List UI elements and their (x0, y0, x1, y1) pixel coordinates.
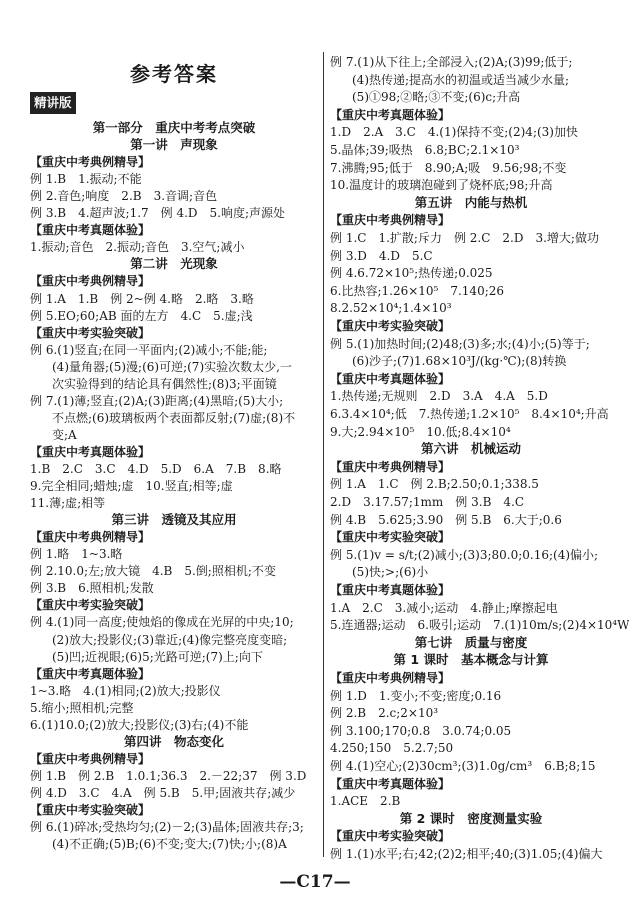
lecture-title: 第一讲 声现象 (130, 137, 218, 153)
answer-line: 例 1.B 1.振动;不能 (30, 172, 142, 187)
answer-line: 例 1.略 1~3.略 (30, 547, 123, 562)
page-number: —C17— (279, 872, 351, 892)
answer-line: 例 1.A 1.B 例 2~例 4.略 2.略 3.略 (30, 291, 254, 306)
answer-line: 1.B 2.C 3.C 4.D 5.D 6.A 7.B 8.略 (30, 462, 282, 476)
answer-line: 例 5.EO;60;AB 面的左方 4.C 5.虚;浅 (30, 308, 253, 323)
lecture-title: 第七讲 质量与密度 (414, 634, 528, 650)
answer-line: 例 2.10.0;左;放大镜 4.B 5.倒;照相机;不变 (30, 564, 276, 579)
answer-line: 不点燃;(6)玻璃板两个表面都反射;(7)虚;(8)不 (52, 410, 296, 425)
answer-line: 4.250;150 5.2.7;50 (330, 741, 454, 756)
lecture-title: 第 1 课时 基本概念与计算 (393, 652, 549, 668)
answer-line: 例 3.100;170;0.8 3.0.74;0.05 (330, 723, 512, 738)
answer-line: 11.薄;虚;相等 (30, 496, 106, 511)
answer-line: 例 5.(1)v = s/t;(2)减小;(3)3;80.0;0.16;(4)偏小; (330, 547, 599, 562)
answer-line: (2)放大;投影仪;(3)靠近;(4)像完整亮度变暗; (52, 632, 288, 647)
lecture-title: 第 2 课时 密度测量实验 (399, 810, 543, 826)
answer-line: 1~3.略 4.(1)相同;(2)放大;投影仪 (30, 683, 221, 698)
answer-line: 6.3.4×10⁴;低 7.热传递;1.2×10⁵ 8.4×10⁴;升高 (330, 407, 609, 421)
section-header: 【重庆中考实验突破】 (330, 829, 451, 844)
section-header: 【重庆中考典例精导】 (330, 459, 451, 474)
answer-line: 例 1.D 1.变小;不变;密度;0.16 (330, 688, 502, 703)
answer-line: 例 7.(1)薄;竖直;(2)A;(3)距离;(4)黑暗;(5)大小; (30, 393, 284, 408)
section-header: 【重庆中考典例精导】 (330, 671, 451, 685)
edition-badge: 精讲版 (30, 92, 76, 114)
answer-line: 5.晶体;39;吸热 6.8;BC;2.1×10³ (330, 143, 520, 157)
section-header: 【重庆中考典例精导】 (30, 751, 151, 766)
answer-line: (5)①98;②略;③不变;(6)c;升高 (352, 90, 521, 105)
lecture-title: 第五讲 内能与热机 (414, 194, 528, 210)
answer-line: 例 1.A 1.C 例 2.B;2.50;0.1;338.5 (330, 477, 539, 492)
answer-line: 例 3.D 4.D 5.C (330, 248, 433, 263)
answer-line: 9.大;2.94×10⁵ 10.低;8.4×10⁴ (330, 424, 511, 439)
answer-line: 5.缩小;照相机;完整 (30, 700, 134, 715)
answer-line: 10.温度计的玻璃泡碰到了烧杯底;98;升高 (330, 178, 553, 193)
answer-line: 8.2.52×10⁴;1.4×10³ (330, 301, 452, 316)
section-header: 【重庆中考实验突破】 (30, 325, 151, 340)
answer-line: 例 4.(1)同一高度;使烛焰的像成在光屏的中央;10; (30, 615, 294, 630)
answer-line: 例 6.(1)竖直;在同一平面内;(2)减小;不能;能; (30, 342, 268, 357)
answer-line: (4)不正确;(5)B;(6)不变;变大;(7)快;小;(8)A (52, 837, 287, 852)
lecture-title: 第四讲 物态变化 (123, 733, 224, 749)
section-header: 【重庆中考真题体验】 (330, 583, 451, 597)
answer-line: 例 3.B 4.超声波;1.7 例 4.D 5.响度;声源处 (30, 206, 286, 221)
answer-line: 1.ACE 2.B (330, 794, 401, 809)
section-header: 【重庆中考典例精导】 (30, 155, 151, 170)
answer-line: 例 6.(1)碎冰;受热均匀;(2)－2;(3)晶体;固液共存;3; (30, 820, 304, 835)
answer-line: 6.比热容;1.26×10⁵ 7.140;26 (330, 283, 505, 298)
answer-line: (4)热传递;提高水的初温或适当减少水量; (352, 72, 570, 87)
answer-line: 例 1.B 例 2.B 1.0.1;36.3 2.－22;37 例 3.D (30, 768, 307, 783)
answer-line: 变;A (52, 427, 77, 442)
answer-line: 例 4.6.72×10⁵;热传递;0.025 (330, 266, 493, 281)
answer-line: 2.D 3.17.57;1mm 例 3.B 4.C (330, 495, 525, 509)
answer-line: 9.完全相同;蜡烛;虚 10.竖直;相等;虚 (30, 479, 233, 494)
answer-line: (4)量角器;(5)漫;(6)可逆;(7)实验次数太少,一 (52, 359, 292, 374)
section-header: 【重庆中考实验突破】 (330, 530, 451, 545)
page-title: 参考答案 (130, 62, 218, 86)
answer-line: 1.D 2.A 3.C 4.(1)保持不变;(2)4;(3)加快 (330, 125, 578, 140)
answer-line: 1.A 2.C 3.减小;运动 4.静止;摩擦起电 (330, 600, 558, 615)
section-header: 【重庆中考真题体验】 (330, 107, 451, 122)
answer-line: 例 3.B 6.照相机;发散 (30, 581, 154, 596)
answer-line: 次实验得到的结论具有偶然性;(8)3;平面镜 (52, 376, 277, 391)
section-header: 【重庆中考真题体验】 (30, 666, 151, 681)
answer-line: (5)凹;近视眼;(6)5;光路可逆;(7)上;向下 (52, 649, 263, 664)
section-header: 【重庆中考真题体验】 (30, 223, 151, 238)
section-header: 【重庆中考实验突破】 (30, 598, 151, 613)
lecture-title: 第一部分 重庆中考考点突破 (92, 120, 256, 135)
column-divider (323, 52, 324, 857)
answer-line: 1.热传递;无规则 2.D 3.A 4.A 5.D (330, 389, 548, 404)
answer-line: 例 4.D 3.C 4.A 例 5.B 5.甲;固液共存;减少 (30, 785, 296, 800)
answer-line: 例 5.(1)加热时间;(2)48;(3)多;水;(4)小;(5)等于; (330, 336, 590, 351)
answer-line: 6.(1)10.0;(2)放大;投影仪;(3)右;(4)不能 (30, 717, 249, 732)
section-header: 【重庆中考典例精导】 (30, 530, 151, 545)
section-header: 【重庆中考真题体验】 (30, 444, 151, 459)
section-header: 【重庆中考实验突破】 (330, 319, 451, 333)
answer-line: 例 1.C 1.扩散;斥力 例 2.C 2.D 3.增大;做功 (330, 231, 599, 245)
lecture-title: 第三讲 透镜及其应用 (111, 512, 237, 528)
answer-line: 例 4.B 5.625;3.90 例 5.B 6.大于;0.6 (330, 512, 562, 527)
section-header: 【重庆中考典例精导】 (330, 213, 451, 228)
section-header: 【重庆中考真题体验】 (330, 371, 451, 386)
answer-line: 例 2.B 2.c;2×10³ (330, 706, 439, 721)
answer-line: 例 4.(1)空心;(2)30cm³;(3)1.0g/cm³ 6.B;8;15 (330, 759, 596, 773)
answer-line: 1.振动;音色 2.振动;音色 3.空气;减小 (30, 240, 245, 255)
section-header: 【重庆中考真题体验】 (330, 776, 451, 791)
answer-line: 7.沸腾;95;低于 8.90;A;吸 9.56;98;不变 (330, 160, 567, 175)
answer-line: 例 1.(1)水平;右;42;(2)2;相平;40;(3)1.05;(4)偏大 (330, 847, 603, 861)
section-header: 【重庆中考实验突破】 (30, 803, 151, 817)
answer-line: 5.连通器;运动 6.吸引;运动 7.(1)10m/s;(2)4×10⁴W (330, 618, 630, 633)
section-header: 【重庆中考典例精导】 (30, 274, 151, 289)
lecture-title: 第二讲 光现象 (130, 256, 218, 272)
answer-line: (6)沙子;(7)1.68×10³J/(kg·℃);(8)转换 (352, 354, 567, 369)
lecture-title: 第六讲 机械运动 (420, 441, 521, 457)
answer-line: (5)快;>;(6)小 (352, 565, 429, 580)
answer-line: 例 2.音色;响度 2.B 3.音调;音色 (30, 189, 218, 204)
answer-line: 例 7.(1)从下往上;全部浸入;(2)A;(3)99;低于; (330, 55, 573, 69)
